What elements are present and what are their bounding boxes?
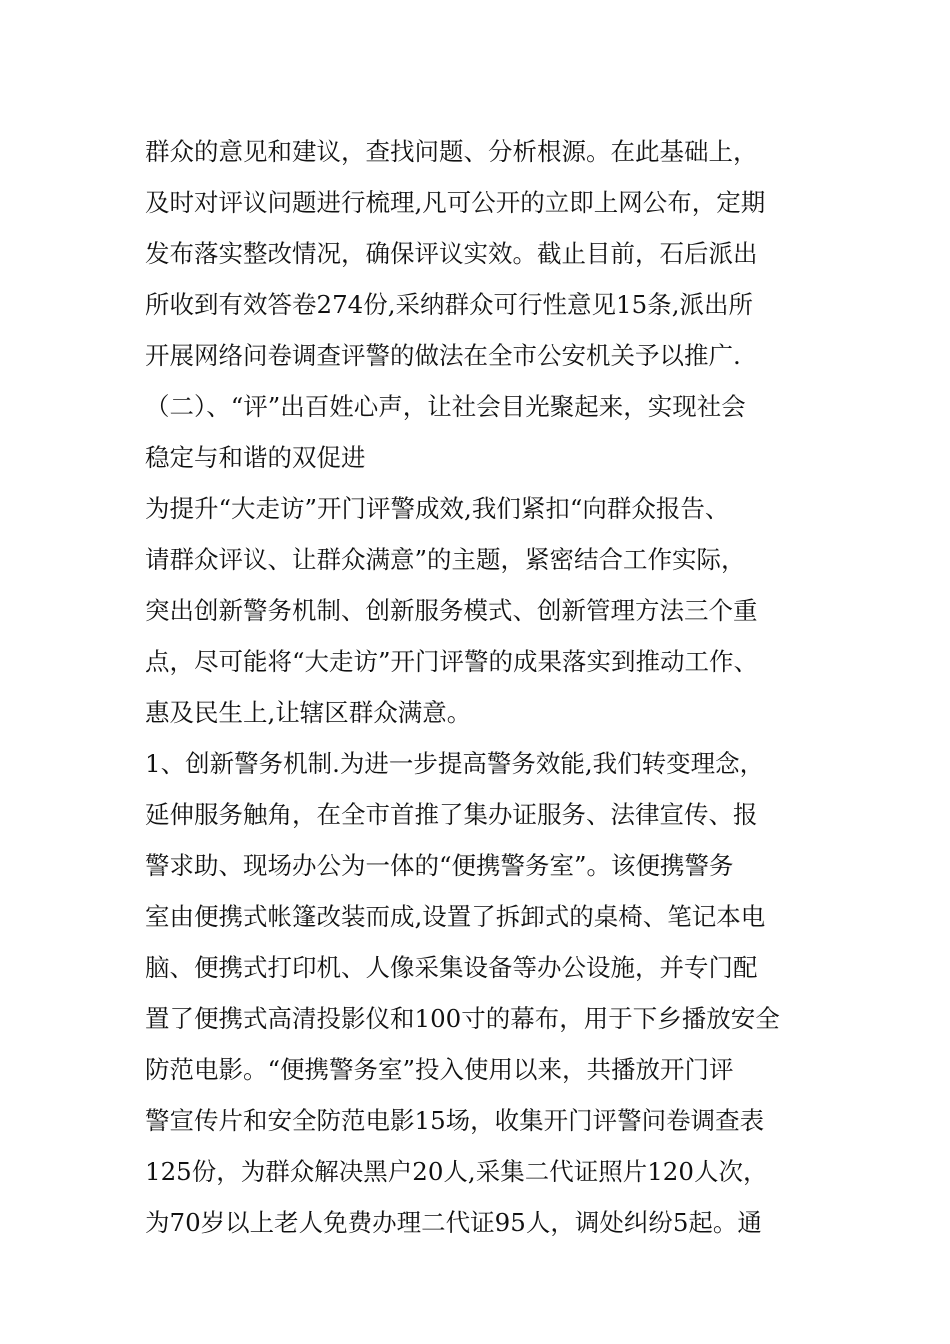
text-line: 延伸服务触角，在全市首推了集办证服务、法律宣传、报 bbox=[145, 800, 758, 829]
text-line: 发布落实整改情况，确保评议实效。截止目前，石后派出 bbox=[145, 239, 758, 268]
text-line: 警宣传片和安全防范电影15场，收集开门评警问卷调查表 bbox=[145, 1106, 765, 1135]
text-line: 突出创新警务机制、创新服务模式、创新管理方法三个重 bbox=[145, 596, 758, 625]
text-line: 室由便携式帐篷改装而成,设置了拆卸式的桌椅、笔记本电 bbox=[145, 902, 766, 931]
text-line: 请群众评议、让群众满意”的主题，紧密结合工作实际， bbox=[145, 545, 746, 574]
text-line: 置了便携式高清投影仪和100寸的幕布，用于下乡播放安全 bbox=[145, 1004, 780, 1033]
text-line: 为提升“大走访”开门评警成效,我们紧扣“向群众报告、 bbox=[145, 494, 730, 523]
text-line: 防范电影。“便携警务室”投入使用以来，共播放开门评 bbox=[145, 1055, 734, 1084]
text-line: 开展网络问卷调查评警的做法在全市公安机关予以推广. bbox=[145, 341, 741, 370]
text-line: 群众的意见和建议，查找问题、分析根源。在此基础上， bbox=[145, 137, 758, 166]
text-line: 及时对评议问题进行梳理,凡可公开的立即上网公布，定期 bbox=[145, 188, 766, 217]
text-line: 脑、便携式打印机、人像采集设备等办公设施，并专门配 bbox=[145, 953, 758, 982]
text-line: 警求助、现场办公为一体的“便携警务室”。该便携警务 bbox=[145, 851, 734, 880]
text-line: 为70岁以上老人免费办理二代证95人，调处纠纷5起。通 bbox=[145, 1208, 762, 1237]
body-text bbox=[145, 126, 815, 1248]
section-heading-line: （二）、“评”出百姓心声，让社会目光聚起来，实现社会 bbox=[145, 392, 746, 421]
text-line: 点，尽可能将“大走访”开门评警的成果落实到推动工作、 bbox=[145, 647, 759, 676]
text-line: 125份，为群众解决黑户20人,采集二代证照片120人次， bbox=[145, 1157, 768, 1186]
section-heading-line: 稳定与和谐的双促进 bbox=[145, 443, 366, 472]
text-line: 1、创新警务机制.为进一步提高警务效能,我们转变理念， bbox=[145, 749, 765, 778]
text-line: 惠及民生上,让辖区群众满意。 bbox=[145, 698, 472, 727]
text-line: 所收到有效答卷274份,采纳群众可行性意见15条,派出所 bbox=[145, 290, 754, 319]
